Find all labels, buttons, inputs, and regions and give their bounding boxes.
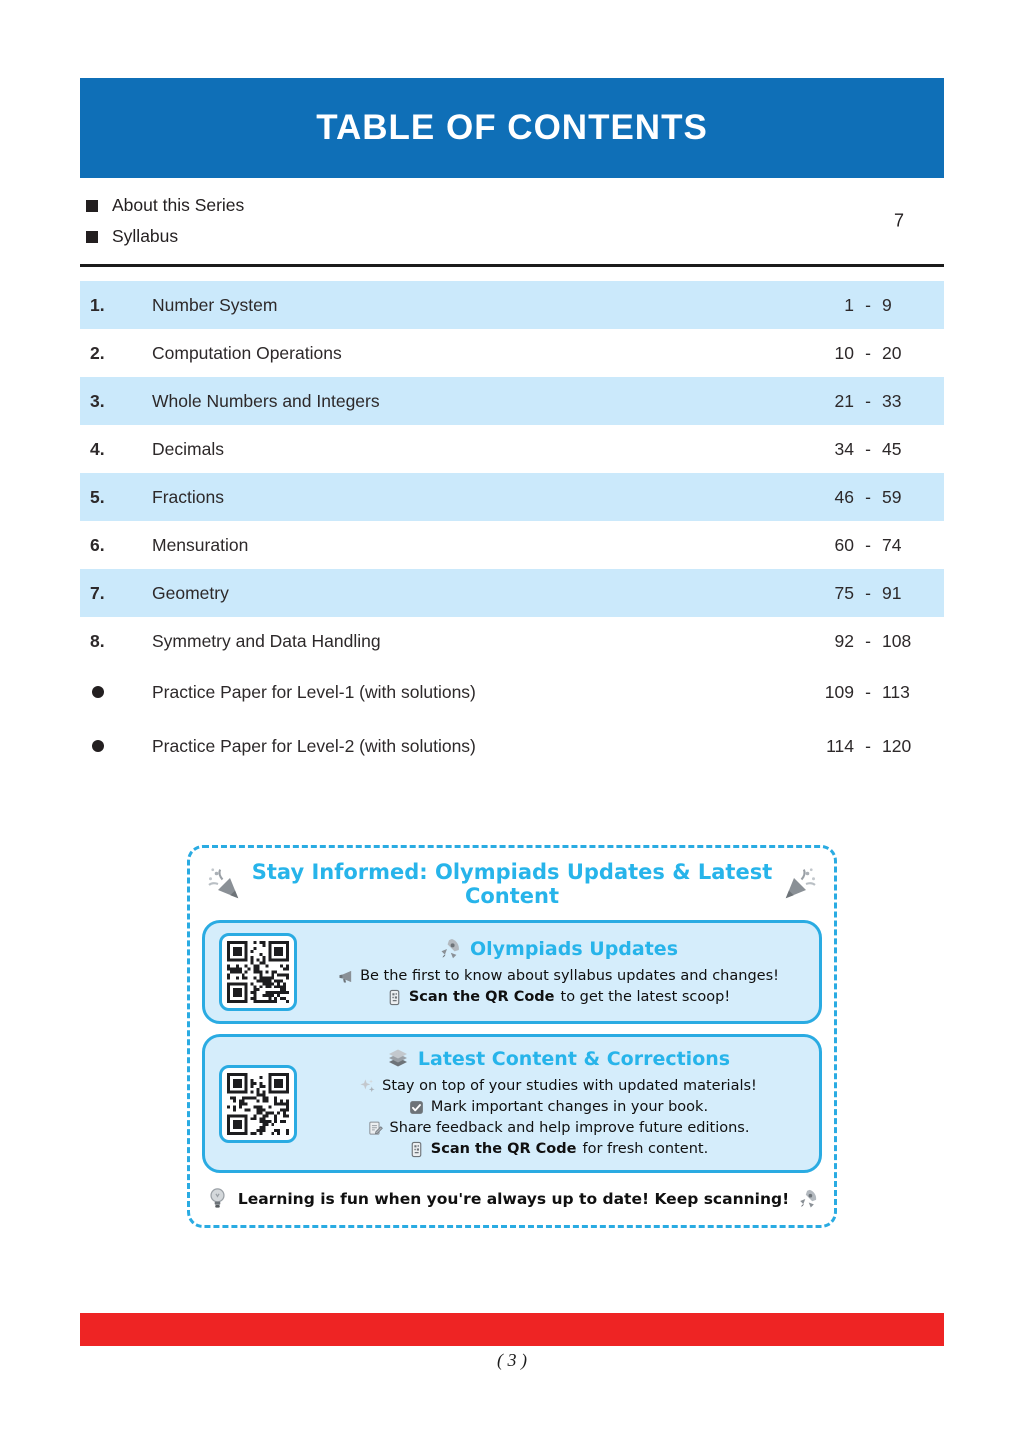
front-matter bbox=[80, 178, 944, 267]
info-card-body bbox=[311, 1047, 805, 1160]
page-from: 34 bbox=[834, 438, 854, 459]
toc-row-title: Whole Numbers and Integers bbox=[152, 390, 380, 411]
page-to: 45 bbox=[882, 438, 902, 459]
toc-row-title: Decimals bbox=[152, 438, 224, 459]
page-from: 1 bbox=[844, 294, 854, 315]
books-icon bbox=[386, 1047, 410, 1071]
front-matter-list bbox=[80, 190, 944, 252]
card-line bbox=[311, 987, 805, 1008]
page-title: TABLE OF CONTENTS bbox=[316, 108, 708, 147]
toc-row bbox=[80, 281, 944, 329]
toc-row-title: Symmetry and Data Handling bbox=[152, 630, 381, 651]
page-dash: - bbox=[865, 534, 871, 555]
card-line bbox=[311, 1097, 805, 1118]
toc-row bbox=[80, 719, 944, 773]
rocket-icon bbox=[438, 937, 462, 961]
toc-row-marker bbox=[80, 487, 152, 508]
toc-row-pages bbox=[814, 535, 944, 556]
square-bullet-icon bbox=[86, 231, 98, 243]
toc-row-pages bbox=[814, 391, 944, 412]
toc-row-pages bbox=[814, 631, 944, 652]
page-number: ( 3 ) bbox=[497, 1350, 527, 1370]
chapter-number: 4. bbox=[90, 438, 105, 459]
toc-row bbox=[80, 665, 944, 719]
toc-row bbox=[80, 377, 944, 425]
megaphone-icon bbox=[337, 968, 354, 985]
phone-scan-icon bbox=[408, 1141, 425, 1158]
toc-row-title: Mensuration bbox=[152, 534, 249, 555]
toc-list bbox=[80, 281, 944, 773]
toc-row-marker bbox=[80, 391, 152, 412]
line-text: to get the latest scoop! bbox=[560, 988, 731, 1005]
toc-row-marker bbox=[80, 295, 152, 316]
page-from: 75 bbox=[834, 582, 854, 603]
toc-row-marker bbox=[80, 583, 152, 604]
toc-row-marker bbox=[80, 686, 152, 698]
page-dash: - bbox=[865, 486, 871, 507]
toc-row bbox=[80, 473, 944, 521]
line-text: Stay on top of your studies with updated materials! bbox=[382, 1078, 757, 1094]
page-to: 113 bbox=[882, 681, 910, 702]
footer-red-bar bbox=[80, 1313, 944, 1346]
info-box bbox=[187, 845, 837, 1228]
line-text: Mark important changes in your book. bbox=[430, 1099, 709, 1115]
page-to: 120 bbox=[882, 735, 912, 756]
page-to: 59 bbox=[882, 486, 902, 507]
toc-row bbox=[80, 569, 944, 617]
toc-row-marker bbox=[80, 740, 152, 752]
toc-row-title: Fractions bbox=[152, 486, 224, 507]
toc-row-pages bbox=[814, 487, 944, 508]
card-line bbox=[311, 1076, 805, 1097]
info-card bbox=[202, 920, 822, 1024]
info-card bbox=[202, 1034, 822, 1173]
toc-row bbox=[80, 329, 944, 377]
qr-code bbox=[219, 1065, 297, 1143]
page-from: 114 bbox=[826, 735, 854, 756]
info-card-body bbox=[311, 937, 805, 1008]
page-content bbox=[80, 78, 944, 1228]
info-card-title: Olympiads Updates bbox=[469, 937, 679, 960]
front-matter-label: Syllabus bbox=[112, 226, 179, 246]
dot-bullet-icon bbox=[92, 740, 104, 752]
card-line bbox=[311, 1139, 805, 1160]
toc-row-pages bbox=[814, 736, 944, 757]
info-footer bbox=[202, 1186, 822, 1211]
page-to: 108 bbox=[882, 630, 912, 651]
front-matter-page-number: 7 bbox=[893, 210, 904, 231]
info-box-title-row bbox=[202, 858, 822, 910]
toc-row-pages bbox=[814, 682, 944, 703]
memo-icon bbox=[367, 1120, 384, 1137]
info-card-title-row bbox=[311, 937, 805, 961]
chapter-number: 3. bbox=[90, 390, 105, 411]
toc-row-title: Number System bbox=[152, 294, 278, 315]
page-from: 92 bbox=[834, 630, 854, 651]
page-dash: - bbox=[865, 390, 871, 411]
page-from: 46 bbox=[834, 486, 854, 507]
chapter-number: 8. bbox=[90, 630, 105, 651]
page-dash: - bbox=[865, 630, 871, 651]
chapter-number: 5. bbox=[90, 486, 105, 507]
line-text: Scan the QR Code bbox=[408, 988, 555, 1005]
toc-row-title: Geometry bbox=[152, 582, 229, 603]
front-matter-item bbox=[80, 190, 944, 221]
page-from: 21 bbox=[834, 390, 854, 411]
info-cards bbox=[202, 920, 822, 1173]
page-to: 20 bbox=[882, 342, 902, 363]
phone-scan-icon bbox=[386, 989, 403, 1006]
chapter-number: 6. bbox=[90, 534, 105, 555]
rocket-icon bbox=[797, 1188, 819, 1210]
toc-row bbox=[80, 521, 944, 569]
page-dash: - bbox=[865, 342, 871, 363]
page-from: 10 bbox=[834, 342, 854, 363]
toc-row-pages bbox=[814, 343, 944, 364]
checkbox-icon bbox=[408, 1099, 425, 1116]
page-from: 60 bbox=[834, 534, 854, 555]
front-matter-item bbox=[80, 221, 944, 252]
party-popper-icon bbox=[782, 866, 818, 902]
card-line bbox=[311, 966, 805, 987]
toc-row-title: Practice Paper for Level-2 (with solutions) bbox=[152, 735, 476, 756]
front-matter-label: About this Series bbox=[112, 195, 245, 215]
page-dash: - bbox=[865, 735, 871, 756]
info-footer-text: Learning is fun when you're always up to date! Keep scanning! bbox=[237, 1189, 790, 1208]
toc-row bbox=[80, 617, 944, 665]
page-dash: - bbox=[865, 681, 871, 702]
info-card-title-row bbox=[311, 1047, 805, 1071]
toc-row bbox=[80, 425, 944, 473]
info-card-title: Latest Content & Corrections bbox=[417, 1048, 731, 1070]
page-to: 91 bbox=[882, 582, 902, 603]
sparkles-icon bbox=[359, 1078, 376, 1095]
page-dash: - bbox=[865, 294, 871, 315]
toc-row-marker bbox=[80, 631, 152, 652]
page-dash: - bbox=[865, 582, 871, 603]
card-line bbox=[311, 1118, 805, 1139]
page-to: 33 bbox=[882, 390, 902, 411]
chapter-number: 2. bbox=[90, 342, 105, 363]
toc-row-marker bbox=[80, 535, 152, 556]
party-popper-icon bbox=[206, 866, 242, 902]
line-text: Share feedback and help improve future editions. bbox=[389, 1120, 750, 1136]
header-bar bbox=[80, 78, 944, 178]
chapter-number: 7. bbox=[90, 582, 105, 603]
lightbulb-icon bbox=[205, 1186, 230, 1211]
line-text: Scan the QR Code bbox=[430, 1141, 577, 1157]
toc-row-marker bbox=[80, 439, 152, 460]
toc-row-title: Computation Operations bbox=[152, 342, 342, 363]
page-to: 74 bbox=[882, 534, 902, 555]
page-from: 109 bbox=[824, 681, 854, 702]
toc-row-pages bbox=[814, 439, 944, 460]
page-dash: - bbox=[865, 438, 871, 459]
info-box-title: Stay Informed: Olympiads Updates & Latest Content bbox=[251, 860, 773, 908]
line-text: Be the first to know about syllabus updates and changes! bbox=[360, 967, 779, 984]
toc-row-pages bbox=[814, 295, 944, 316]
dot-bullet-icon bbox=[92, 686, 104, 698]
chapter-number: 1. bbox=[90, 294, 105, 315]
toc-row-title: Practice Paper for Level-1 (with solutions) bbox=[152, 681, 476, 702]
toc-row-marker bbox=[80, 343, 152, 364]
page-to: 9 bbox=[882, 294, 892, 315]
toc-row-pages bbox=[814, 583, 944, 604]
qr-code bbox=[219, 933, 297, 1011]
line-text: for fresh content. bbox=[582, 1141, 709, 1157]
square-bullet-icon bbox=[86, 200, 98, 212]
